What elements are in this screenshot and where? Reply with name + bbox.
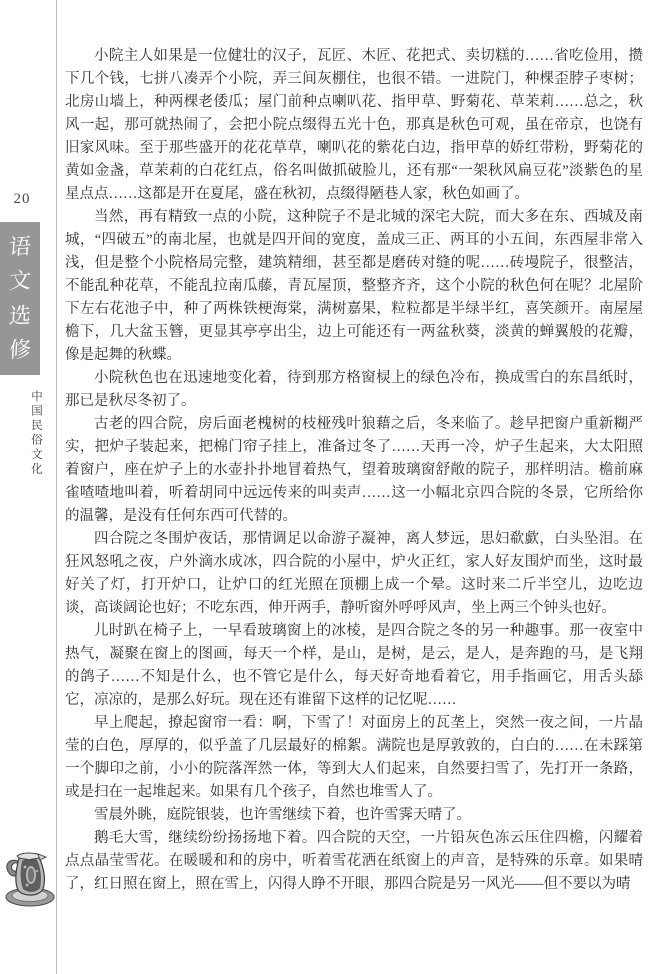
series-title-char: 文 [8, 267, 32, 294]
paragraph-7: 早上爬起，撩起窗帘一看：啊，下雪了！对面房上的瓦垄上，突然一夜之间，一片晶莹的白色，厚厚的，似乎盖了几层最好的棉絮。满院也是厚敦敦的，白白的……在未踩第一个脚印之前，小小的院落浑然一体，等到大人们起来，自然要扫雪了，先打开一条路，或是扫在一起堆起来。如果有几个孩子，自然也堆雪人了。 [65, 715, 643, 800]
paragraph-3: 小院秋色也在迅速地变化着，待到那方格窗棂上的绿色冷布，换成雪白的东昌纸时，那已是秋尽冬初了。 [65, 370, 643, 409]
body-text [65, 45, 643, 896]
series-title-char: 选 [8, 302, 32, 329]
teapot-illustration [2, 845, 56, 911]
page-margin-line [56, 0, 57, 974]
paragraph-2: 当然，再有精致一点的小院，这种院子不是北城的深宅大院，而大多在东、西城及南城，“四破五”的南北屋，也就是四开间的宽度，盖成三正、两耳的小五间，东西屋非常入浅，但是整个小院格局完整，建筑精细，甚至都是磨砖对缝的呢……砖墁院子，很整洁，不能乱种花草，不能乱拉南瓜藤，青瓦屋顶，整整齐齐，这个小院的秋色何在呢？北屋阶下左右花池子中，种了两株铁梗海棠，满树嘉果，粒粒都是半绿半红，喜笑颜开。南屋屋檐下，几大盆玉簪，更显其亭亭出尘，边上可能还有一两盆秋葵，淡黄的蝉翼般的花瓣，像是起舞的秋蝶。 [65, 209, 643, 363]
paragraph-5: 四合院之冬围炉夜话，那情调足以命游子凝神，离人梦远，思妇欷歔，白头坠泪。在狂风怒吼之夜，户外滴水成冰，四合院的小屋中，炉火正红，家人好友围炉而坐，这时最好关了灯，打开炉口，让炉口的红光照在顶棚上成一个晕。这时来二斤半空儿，边吃边谈，高谈阔论也好；不吃东西，伸开两手，静听窗外呼呼风声，坐上两三个钟头也好。 [65, 531, 643, 616]
paragraph-8: 雪晨外眺，庭院银装，也许雪继续下着，也许雪霁天晴了。 [94, 807, 471, 823]
book-subtitle: 中国民俗文化 [30, 390, 42, 477]
paragraph-9: 鹅毛大雪，继续纷纷扬扬地下着。四合院的天空，一片铅灰色冻云压住四檐，闪耀着点点晶莹雪花。在暖暖和和的房中，听着雪花洒在纸窗上的声音，是特殊的乐章。如果晴了，红日照在窗上，照在雪上，闪得人睁不开眼，那四合院是另一风光——但不要以为晴 [65, 830, 643, 892]
paragraph-4: 古老的四合院，房后面老槐树的枝桠残叶狼藉之后，冬来临了。趁早把窗户重新糊严实，把炉子装起来，把棉门帘子挂上，准备过冬了……天再一冷，炉子生起来，大太阳照着窗户，座在炉子上的水壶扑扑地冒着热气，望着玻璃窗舒敞的院子，那样明洁。檐前麻雀喳喳地叫着，听着胡同中远远传来的叫卖声……这一小幅北京四合院的冬景，它所给你的温馨，是没有任何东西可代替的。 [65, 416, 643, 524]
paragraph-6: 儿时趴在椅子上，一早看玻璃窗上的冰棱，是四合院之冬的另一种趣事。那一夜室中热气，凝聚在窗上的图画，每天一个样，是山，是树，是云，是人，是奔跑的马，是飞翔的鸽子……不知是什么，也不管它是什么，每天好奇地看着它，用手指画它，用舌头舔它，凉凉的，是那么好玩。现在还有谁留下这样的记忆呢…… [65, 623, 643, 708]
series-title-char: 修 [8, 336, 32, 363]
series-title-block [0, 222, 40, 375]
page-number: 20 [13, 191, 31, 207]
paragraph-1: 小院主人如果是一位健壮的汉子，瓦匠、木匠、花把式、卖切糕的……省吃俭用，攒下几个钱，七拼八凑弄个小院，弄三间灰棚住，也很不错。一进院门，种棵歪脖子枣树；北房山墙上，种两棵老倭瓜；屋门前种点喇叭花、指甲草、野菊花、草茉莉……总之，秋风一起，那可就热闹了，会把小院点缀得五光十色，那真是秋色可观，虽在帝京，也饶有旧家风味。至于那些盛开的花花草草，喇叭花的紫花白边，指甲草的娇红带粉，野菊花的黄如金盏，草茉莉的白花红点，俗名叫做抓破脸儿，还有那“一架秋风扁豆花”淡紫色的星星点点……这都是开在夏尾，盛在秋初，点缀得陋巷人家，秋色如画了。 [65, 48, 643, 202]
series-title-char: 语 [8, 233, 32, 260]
